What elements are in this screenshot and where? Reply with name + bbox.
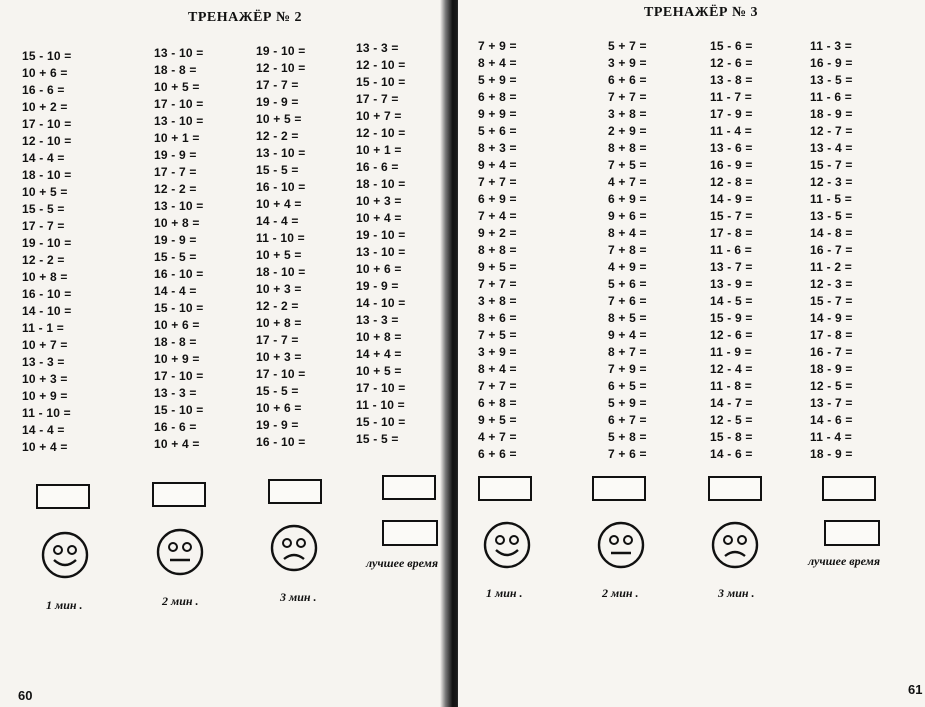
exercise-item: 15 - 10 = — [356, 415, 406, 429]
exercise-item: 16 - 6 = — [356, 160, 399, 174]
exercise-item: 18 - 9 = — [810, 107, 853, 121]
exercise-item: 14 - 6 = — [710, 447, 753, 461]
exercise-item: 16 - 10 = — [154, 267, 204, 281]
exercise-item: 10 + 5 = — [256, 248, 302, 262]
exercise-item: 13 - 10 = — [154, 46, 204, 60]
exercise-item: 7 + 9 = — [478, 39, 517, 53]
exercise-item: 18 - 10 = — [356, 177, 406, 191]
exercise-item: 13 - 10 = — [154, 199, 204, 213]
exercise-item: 6 + 7 = — [608, 413, 647, 427]
exercise-item: 9 + 5 = — [478, 260, 517, 274]
exercise-item: 4 + 9 = — [608, 260, 647, 274]
exercise-item: 10 + 6 = — [256, 401, 302, 415]
exercise-item: 14 - 9 = — [710, 192, 753, 206]
caption-3min: 3 мин . — [280, 590, 317, 604]
exercise-item: 9 + 9 = — [478, 107, 517, 121]
exercise-item: 10 + 4 = — [22, 440, 68, 454]
exercise-item: 7 + 6 = — [608, 294, 647, 308]
exercise-item: 18 - 10 = — [22, 168, 72, 182]
exercise-item: 10 + 9 = — [22, 389, 68, 403]
exercise-item: 17 - 7 = — [256, 78, 299, 92]
exercise-item: 7 + 7 = — [478, 277, 517, 291]
exercise-item: 18 - 8 = — [154, 63, 197, 77]
exercise-item: 14 - 9 = — [810, 311, 853, 325]
left-page-number: 60 — [18, 688, 33, 703]
exercise-item: 6 + 8 = — [478, 396, 517, 410]
exercise-item: 13 - 3 = — [22, 355, 65, 369]
exercise-item: 13 - 3 = — [356, 313, 399, 327]
exercise-item: 8 + 4 = — [608, 226, 647, 240]
exercise-item: 8 + 4 = — [478, 56, 517, 70]
exercise-item: 19 - 9 = — [154, 148, 197, 162]
answer-box-4[interactable] — [822, 476, 876, 501]
exercise-item: 17 - 10 = — [256, 367, 306, 381]
exercise-item: 7 + 6 = — [608, 447, 647, 461]
exercise-item: 6 + 5 = — [608, 379, 647, 393]
exercise-item: 15 - 5 = — [256, 384, 299, 398]
exercise-item: 12 - 10 = — [356, 126, 406, 140]
exercise-item: 17 - 7 = — [154, 165, 197, 179]
caption-best-time: лучшее время — [366, 556, 439, 570]
exercise-item: 6 + 8 = — [478, 90, 517, 104]
right-column-3 — [710, 38, 753, 463]
answer-box-3min[interactable] — [268, 479, 322, 504]
exercise-item: 7 + 7 = — [608, 90, 647, 104]
exercise-item: 16 - 6 = — [22, 83, 65, 97]
exercise-item: 15 - 10 = — [154, 301, 204, 315]
exercise-item: 10 + 8 = — [356, 330, 402, 344]
exercise-item: 17 - 7 = — [256, 333, 299, 347]
exercise-item: 16 - 7 = — [810, 345, 853, 359]
exercise-item: 5 + 8 = — [608, 430, 647, 444]
exercise-item: 10 + 6 = — [154, 318, 200, 332]
caption-1min: 1 мин . — [46, 598, 83, 612]
exercise-item: 11 - 3 = — [810, 39, 852, 53]
exercise-item: 10 + 5 = — [154, 80, 200, 94]
exercise-item: 15 - 5 = — [256, 163, 299, 177]
exercise-item: 13 - 10 = — [256, 146, 306, 160]
exercise-item: 10 + 1 = — [154, 131, 200, 145]
exercise-item: 16 - 9 = — [810, 56, 853, 70]
exercise-item: 12 - 10 = — [256, 61, 306, 75]
exercise-item: 19 - 9 = — [256, 418, 299, 432]
caption-2min: 2 мин . — [602, 586, 639, 600]
right-column-4 — [810, 38, 853, 463]
exercise-item: 12 - 2 = — [22, 253, 65, 267]
exercise-item: 9 + 5 = — [478, 413, 517, 427]
exercise-item: 14 - 5 = — [710, 294, 753, 308]
happy-face-icon — [482, 520, 532, 570]
exercise-item: 6 + 9 = — [608, 192, 647, 206]
exercise-item: 9 + 4 = — [478, 158, 517, 172]
answer-box-2min[interactable] — [152, 482, 206, 507]
best-time-box[interactable] — [382, 520, 438, 546]
right-column-1 — [478, 38, 517, 463]
exercise-item: 8 + 7 = — [608, 345, 647, 359]
exercise-item: 18 - 10 = — [256, 265, 306, 279]
exercise-item: 10 + 5 = — [356, 364, 402, 378]
exercise-item: 14 - 10 = — [22, 304, 72, 318]
exercise-item: 12 - 8 = — [710, 175, 753, 189]
exercise-item: 13 - 7 = — [710, 260, 753, 274]
exercise-item: 10 + 9 = — [154, 352, 200, 366]
exercise-item: 16 - 10 = — [256, 180, 306, 194]
exercise-item: 10 + 3 = — [256, 282, 302, 296]
exercise-item: 8 + 8 = — [478, 243, 517, 257]
exercise-item: 14 - 8 = — [810, 226, 853, 240]
exercise-item: 10 + 5 = — [22, 185, 68, 199]
exercise-item: 10 + 3 = — [22, 372, 68, 386]
exercise-item: 9 + 4 = — [608, 328, 647, 342]
exercise-item: 14 - 4 = — [154, 284, 197, 298]
exercise-item: 12 - 2 = — [154, 182, 197, 196]
exercise-item: 17 - 7 = — [22, 219, 65, 233]
exercise-item: 7 + 9 = — [608, 362, 647, 376]
exercise-item: 12 - 3 = — [810, 175, 853, 189]
right-page-number: 61 — [908, 682, 923, 697]
exercise-item: 13 - 3 = — [154, 386, 197, 400]
left-column-1 — [22, 48, 72, 456]
exercise-item: 19 - 10 = — [356, 228, 406, 242]
left-column-2 — [154, 45, 204, 453]
exercise-item: 10 + 4 = — [256, 197, 302, 211]
exercise-item: 17 - 8 = — [810, 328, 853, 342]
exercise-item: 10 + 6 = — [22, 66, 68, 80]
exercise-item: 13 - 8 = — [710, 73, 753, 87]
exercise-item: 15 - 5 = — [356, 432, 399, 446]
exercise-item: 11 - 2 = — [810, 260, 852, 274]
right-page — [458, 0, 925, 707]
left-column-3 — [256, 43, 306, 451]
exercise-item: 10 + 7 = — [22, 338, 68, 352]
exercise-item: 17 - 10 = — [22, 117, 72, 131]
exercise-item: 12 - 6 = — [710, 56, 753, 70]
exercise-item: 13 - 6 = — [710, 141, 753, 155]
exercise-item: 16 - 9 = — [710, 158, 753, 172]
exercise-item: 9 + 6 = — [608, 209, 647, 223]
exercise-item: 16 - 10 = — [256, 435, 306, 449]
exercise-item: 11 - 7 = — [710, 90, 752, 104]
exercise-item: 14 - 4 = — [256, 214, 299, 228]
exercise-item: 16 - 7 = — [810, 243, 853, 257]
exercise-item: 4 + 7 = — [478, 430, 517, 444]
exercise-item: 10 + 7 = — [356, 109, 402, 123]
exercise-item: 7 + 5 = — [608, 158, 647, 172]
exercise-item: 12 - 3 = — [810, 277, 853, 291]
exercise-item: 7 + 8 = — [608, 243, 647, 257]
sad-face-icon — [710, 520, 760, 570]
best-time-box[interactable] — [824, 520, 880, 546]
exercise-item: 12 - 4 = — [710, 362, 753, 376]
exercise-item: 11 - 9 = — [710, 345, 752, 359]
exercise-item: 11 - 10 = — [356, 398, 405, 412]
exercise-item: 11 - 1 = — [22, 321, 64, 335]
exercise-item: 8 + 8 = — [608, 141, 647, 155]
exercise-item: 11 - 5 = — [810, 192, 852, 206]
exercise-item: 10 + 8 = — [154, 216, 200, 230]
exercise-item: 13 - 9 = — [710, 277, 753, 291]
exercise-item: 17 - 10 = — [154, 369, 204, 383]
exercise-item: 10 + 3 = — [256, 350, 302, 364]
exercise-item: 19 - 9 = — [356, 279, 399, 293]
exercise-item: 8 + 6 = — [478, 311, 517, 325]
exercise-item: 15 - 10 = — [154, 403, 204, 417]
answer-box-4[interactable] — [382, 475, 436, 500]
exercise-item: 15 - 5 = — [22, 202, 65, 216]
answer-box-1min[interactable] — [36, 484, 90, 509]
exercise-item: 15 - 10 = — [22, 49, 72, 63]
exercise-item: 3 + 8 = — [608, 107, 647, 121]
exercise-item: 19 - 10 = — [256, 44, 306, 58]
exercise-item: 14 - 6 = — [810, 413, 853, 427]
exercise-item: 19 - 9 = — [256, 95, 299, 109]
exercise-item: 15 - 7 = — [710, 209, 753, 223]
exercise-item: 12 - 2 = — [256, 299, 299, 313]
exercise-item: 10 + 8 = — [256, 316, 302, 330]
exercise-item: 13 - 5 = — [810, 73, 853, 87]
exercise-item: 18 - 9 = — [810, 447, 853, 461]
exercise-item: 12 - 10 = — [22, 134, 72, 148]
caption-2min: 2 мин . — [162, 594, 199, 608]
exercise-item: 15 - 7 = — [810, 294, 853, 308]
caption-3min: 3 мин . — [718, 586, 755, 600]
exercise-item: 11 - 10 = — [256, 231, 305, 245]
exercise-item: 12 - 7 = — [810, 124, 853, 138]
sad-face-icon — [269, 523, 319, 573]
exercise-item: 3 + 9 = — [478, 345, 517, 359]
left-page — [0, 0, 452, 707]
exercise-item: 11 - 4 = — [810, 430, 852, 444]
exercise-item: 10 + 3 = — [356, 194, 402, 208]
exercise-item: 17 - 7 = — [356, 92, 399, 106]
neutral-face-icon — [155, 527, 205, 577]
exercise-item: 11 - 6 = — [810, 90, 852, 104]
exercise-item: 13 - 3 = — [356, 41, 399, 55]
exercise-item: 14 + 4 = — [356, 347, 402, 361]
exercise-item: 5 + 6 = — [478, 124, 517, 138]
exercise-item: 14 - 4 = — [22, 151, 65, 165]
exercise-item: 4 + 7 = — [608, 175, 647, 189]
exercise-item: 8 + 5 = — [608, 311, 647, 325]
exercise-item: 3 + 9 = — [608, 56, 647, 70]
exercise-item: 9 + 2 = — [478, 226, 517, 240]
exercise-item: 8 + 4 = — [478, 362, 517, 376]
answer-box-1min[interactable] — [478, 476, 532, 501]
answer-box-3min[interactable] — [708, 476, 762, 501]
left-column-4 — [356, 40, 406, 448]
exercise-item: 14 - 7 = — [710, 396, 753, 410]
right-page-title: ТРЕНАЖЁР № 3 — [644, 5, 759, 20]
answer-box-2min[interactable] — [592, 476, 646, 501]
exercise-item: 11 - 6 = — [710, 243, 752, 257]
exercise-item: 5 + 9 = — [608, 396, 647, 410]
exercise-item: 11 - 10 = — [22, 406, 71, 420]
exercise-item: 6 + 6 = — [478, 447, 517, 461]
right-column-2 — [608, 38, 647, 463]
exercise-item: 17 - 10 = — [154, 97, 204, 111]
exercise-item: 14 - 10 = — [356, 296, 406, 310]
exercise-item: 6 + 6 = — [608, 73, 647, 87]
exercise-item: 6 + 9 = — [478, 192, 517, 206]
exercise-item: 7 + 4 = — [478, 209, 517, 223]
exercise-item: 10 + 4 = — [356, 211, 402, 225]
exercise-item: 12 - 5 = — [810, 379, 853, 393]
exercise-item: 10 + 5 = — [256, 112, 302, 126]
exercise-item: 15 - 9 = — [710, 311, 753, 325]
exercise-item: 10 + 2 = — [22, 100, 68, 114]
left-page-title: ТРЕНАЖЁР № 2 — [188, 10, 303, 25]
exercise-item: 16 - 6 = — [154, 420, 197, 434]
exercise-item: 2 + 9 = — [608, 124, 647, 138]
happy-face-icon — [40, 530, 90, 580]
exercise-item: 10 + 8 = — [22, 270, 68, 284]
exercise-item: 14 - 4 = — [22, 423, 65, 437]
exercise-item: 5 + 9 = — [478, 73, 517, 87]
exercise-item: 16 - 10 = — [22, 287, 72, 301]
exercise-item: 12 - 6 = — [710, 328, 753, 342]
exercise-item: 8 + 3 = — [478, 141, 517, 155]
exercise-item: 7 + 7 = — [478, 175, 517, 189]
exercise-item: 7 + 5 = — [478, 328, 517, 342]
exercise-item: 15 - 5 = — [154, 250, 197, 264]
neutral-face-icon — [596, 520, 646, 570]
caption-1min: 1 мин . — [486, 586, 523, 600]
exercise-item: 15 - 8 = — [710, 430, 753, 444]
exercise-item: 12 - 10 = — [356, 58, 406, 72]
exercise-item: 17 - 9 = — [710, 107, 753, 121]
exercise-item: 11 - 4 = — [710, 124, 752, 138]
exercise-item: 15 - 6 = — [710, 39, 753, 53]
exercise-item: 19 - 9 = — [154, 233, 197, 247]
exercise-item: 18 - 9 = — [810, 362, 853, 376]
caption-best-time: лучшее время — [808, 554, 881, 568]
exercise-item: 13 - 4 = — [810, 141, 853, 155]
exercise-item: 12 - 5 = — [710, 413, 753, 427]
exercise-item: 12 - 2 = — [256, 129, 299, 143]
exercise-item: 18 - 8 = — [154, 335, 197, 349]
exercise-item: 3 + 8 = — [478, 294, 517, 308]
exercise-item: 15 - 10 = — [356, 75, 406, 89]
exercise-item: 19 - 10 = — [22, 236, 72, 250]
exercise-item: 5 + 7 = — [608, 39, 647, 53]
exercise-item: 13 - 10 = — [154, 114, 204, 128]
exercise-item: 13 - 5 = — [810, 209, 853, 223]
exercise-item: 10 + 4 = — [154, 437, 200, 451]
exercise-item: 10 + 1 = — [356, 143, 402, 157]
exercise-item: 15 - 7 = — [810, 158, 853, 172]
exercise-item: 13 - 10 = — [356, 245, 406, 259]
exercise-item: 17 - 8 = — [710, 226, 753, 240]
exercise-item: 7 + 7 = — [478, 379, 517, 393]
exercise-item: 5 + 6 = — [608, 277, 647, 291]
exercise-item: 10 + 6 = — [356, 262, 402, 276]
exercise-item: 13 - 7 = — [810, 396, 853, 410]
exercise-item: 11 - 8 = — [710, 379, 752, 393]
exercise-item: 17 - 10 = — [356, 381, 406, 395]
